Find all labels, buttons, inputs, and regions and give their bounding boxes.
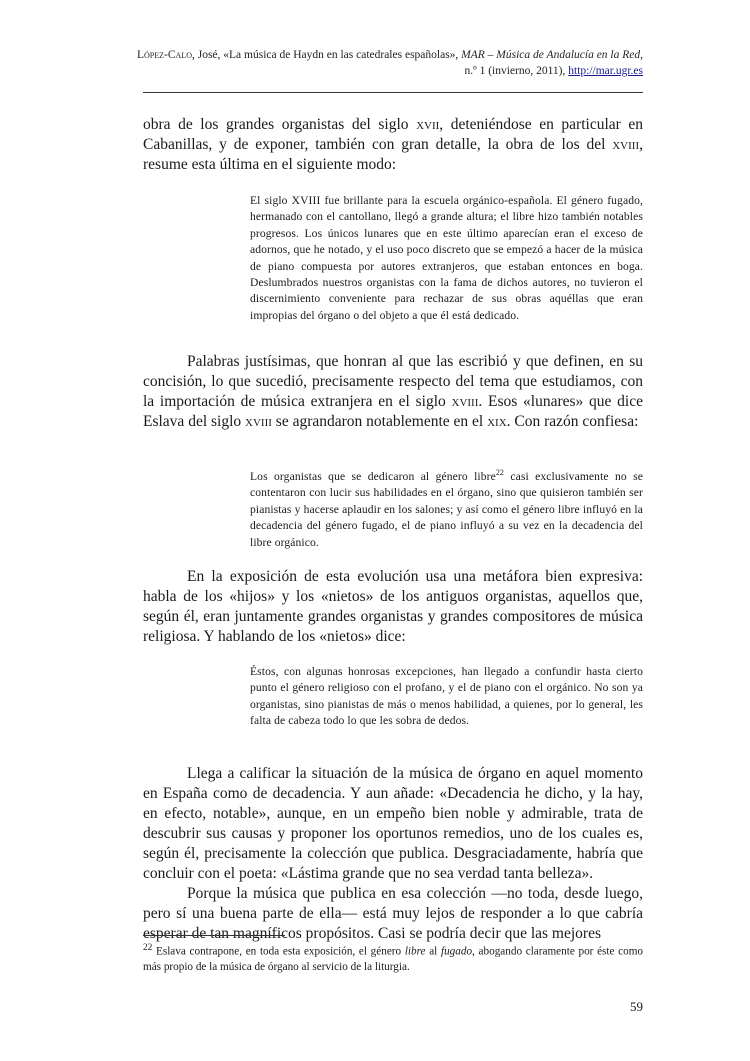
paragraph-1 [143,115,643,175]
footnote-emphasis: libre [404,945,426,958]
header-author: López-Calo [137,49,192,61]
paragraph-text: se agrandaron notablemente en el [271,413,488,430]
paragraph-text: En la exposición de esta evolución usa una metáfora bien expresiva: habla de los «hijos» y los «nietos» de los antiguos organistas, aquellos que, según él, eran juntamente grandes organistas y grandes compositores de música religiosa. Y hablando de los «nietos» dice: [143,568,643,645]
block-quote-2 [250,469,643,551]
paragraph-2 [143,352,643,432]
header-rule [143,92,643,93]
paragraph-3 [143,567,643,647]
block-quote-1: El siglo XVIII fue brillante para la escuela orgánico-española. El género fugado, hermanado con el cantollano, llegó a grande altura; el libre hizo también notables progresos. Los únicos lunares que en este último aparecían eran el exceso de adornos, que he notado, y el uso poco discreto que se empezó a hacer de la música de piano compuesta por autores extranjeros, que estaban entonces en boga. Deslumbrados nuestros organistas con la fama de dichos autores, no tuvieron el discernimiento conveniente para rechazar de sus obras aquéllas que eran impropias del órgano o del objeto a que él está dedicado. [250,194,643,322]
block-quote-3: Éstos, con algunas honrosas excepciones, han llegado a confundir hasta cierto punto el género religioso con el profano, y el de piano con el orgánico. No son ya organistas, sino pianistas de más o menos habilidad, a quienes, por lo general, les falta de cabeza todo lo que les sobra de dedos. [250,665,643,728]
footnote-ref[interactable]: 22 [495,468,505,478]
footnote-text: abogando claramente por éste como más propio de la música de órgano al servicio de la liturgia. [143,945,644,973]
paragraph-4 [143,764,643,944]
footnote-emphasis: fugado, [440,945,475,958]
paragraph-text: , resume esta última en el siguiente modo: [143,136,643,173]
paragraph-text: obra de los grandes organistas del siglo [143,116,417,133]
footnote-number: 22 [143,943,153,953]
footnote [143,941,643,975]
quote-text: casi exclusivamente no se contentaron con lucir sus habilidades en el órgano, sino que quisieron también ser pianistas y hacerse aplaudir en los salones; y así como el género libre influyó en la decadencia del género fugado, el de piano influyó a su vez en la decadencia del libre orgánico. [250,470,643,549]
header-url-link[interactable]: http://mar.ugr.es [568,65,643,77]
header-journal: MAR – Música de Andalucía en la Red [461,49,641,61]
paragraph-text: , deteniéndose en particular en Cabanillas, y de exponer, también con gran detalle, la obra de los del [143,116,643,153]
paragraph-text: Porque la música que publica en esa colección —no toda, desde luego, pero sí una buena parte de ella— está muy lejos de responder a lo que cabría esperar de tan magníficos propósitos. Casi se podría decir que las mejores [143,885,643,942]
page-number: 59 [630,999,643,1014]
century-numeral: xix [487,413,507,430]
paragraph-text: Palabras justísimas, que honran al que las escribió y que definen, en su concisión, lo que sucedió, precisamente respecto del tema que estudiamos, con la importación de música extranjera en el siglo [143,353,643,410]
paragraph-text: . Esos «lunares» que dice Eslava del siglo [143,393,643,430]
quote-text: Los organistas que se dedicaron al género libre [250,470,496,483]
footnote-rule [143,935,285,936]
century-numeral: xvii [416,116,440,133]
footnote-text: al [425,945,441,958]
header-issue: , n.º 1 (invierno, 2011), [464,49,643,77]
paragraph-text: Llega a calificar la situación de la música de órgano en aquel momento en España como de decadencia. Y aun añade: «Decadencia he dicho, y la hay, en efecto, notable», aunque, en un empeño bien noble y admirable, trata de descubrir sus causas y proponer los oportunos remedios, uno de los cuales es, según él, precisamente la colección que publica. Desgraciadamente, habría que concluir con el poeta: «Lástima grande que no sea verdad tanta belleza». [143,765,643,882]
header-citation: , José, «La música de Haydn en las catedrales españolas», [191,49,462,61]
footnote-text: Eslava contrapone, en toda esta exposición, el género [152,945,405,958]
century-numeral: xviii [612,136,640,153]
paragraph-text: . Con razón confiesa: [506,413,639,430]
century-numeral: xviii [245,413,272,430]
century-numeral: xviii [451,393,479,410]
running-header [123,47,643,79]
